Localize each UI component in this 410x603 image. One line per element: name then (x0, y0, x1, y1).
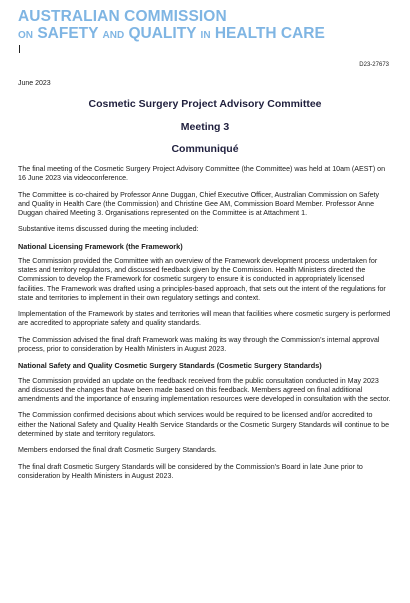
text-cursor (19, 45, 20, 53)
commission-logo (18, 9, 325, 41)
section-heading-framework: National Licensing Framework (the Framework) (18, 241, 183, 251)
document-date: June 2023 (18, 80, 51, 87)
standards-paragraph-4: The final draft Cosmetic Surgery Standards will be considered by the Commission’s Board in late June prior to consideration by Health Ministers in August 2023. (18, 462, 363, 480)
framework-paragraph-2: Implementation of the Framework by states and territories will mean that facilities where cosmetic surgery is performed are accredited to appropriate safety and quality standards. (18, 310, 391, 328)
section-heading-standards: National Safety and Quality Cosmetic Surgery Standards (Cosmetic Surgery Standards) (18, 361, 322, 371)
document-title: Cosmetic Surgery Project Advisory Committee (88, 98, 322, 110)
intro-paragraph-2: The Committee is co-chaired by Professor Anne Duggan, Chief Executive Officer, Australian Commission on Safety and Quality in Health Care (the Commission) and Christine Gee AM, Commission Board Member. Professor Anne Duggan chaired Meeting 3. Organisations represented on the Committee is at Attachment 1. (18, 190, 380, 217)
logo-word-quality: QUALITY (128, 24, 197, 42)
intro-paragraph-3: Substantive items discussed during the meeting included: (18, 225, 199, 234)
logo-word-health-care: HEALTH CARE (214, 24, 325, 42)
logo-word-on: ON (18, 29, 33, 41)
standards-paragraph-3: Members endorsed the final draft Cosmetic Surgery Standards. (18, 446, 217, 455)
logo-word-and: AND (102, 29, 125, 41)
document-body (18, 165, 392, 488)
logo-line-1: AUSTRALIAN COMMISSION (18, 8, 227, 25)
framework-paragraph-1: The Commission provided the Committee with an overview of the Framework development process undertaken for states and territory regulators, and discussed feedback given by the Commission. Health Ministers directed the Commission to develop the Framework for cosmetic surgery to ensure it is conducted in appropriately licensed facilities. The Framework was drafted using a principles-based approach, that sets out the intent of the regulations for state and territories to implement in their own regulatory settings and context. (18, 256, 386, 302)
intro-paragraph-1: The final meeting of the Cosmetic Surgery Project Advisory Committee (the Committee) was held at 10am (AEST) on 16 June 2023 via videoconference. (18, 165, 386, 183)
logo-word-in: IN (200, 29, 211, 41)
meeting-number: Meeting 3 (180, 121, 230, 133)
framework-paragraph-3: The Commission advised the final draft Framework was making its way through the Commission’s internal approval process, prior to consideration by Health Ministers in August 2023. (18, 335, 380, 353)
logo-word-safety: SAFETY (37, 24, 99, 42)
logo-line-2 (18, 26, 325, 42)
communique-heading: Communiqué (171, 143, 239, 155)
standards-paragraph-2: The Commission confirmed decisions about which services would be required to be licensed and/or accredited to either the National Safety and Quality Health Service Standards or the Cosmetic Surgery Standards will continue to be determined by state and territory regulators. (18, 411, 390, 438)
document-reference: D23-27673 (359, 62, 389, 68)
standards-paragraph-1: The Commission provided an update on the feedback received from the public consultation conducted in May 2023 and discussed the changes that have been made based on this feedback. Members agreed on final additional amendments and the importance of ensuring implementation resources were developed in consultation with the sector. (18, 376, 391, 403)
